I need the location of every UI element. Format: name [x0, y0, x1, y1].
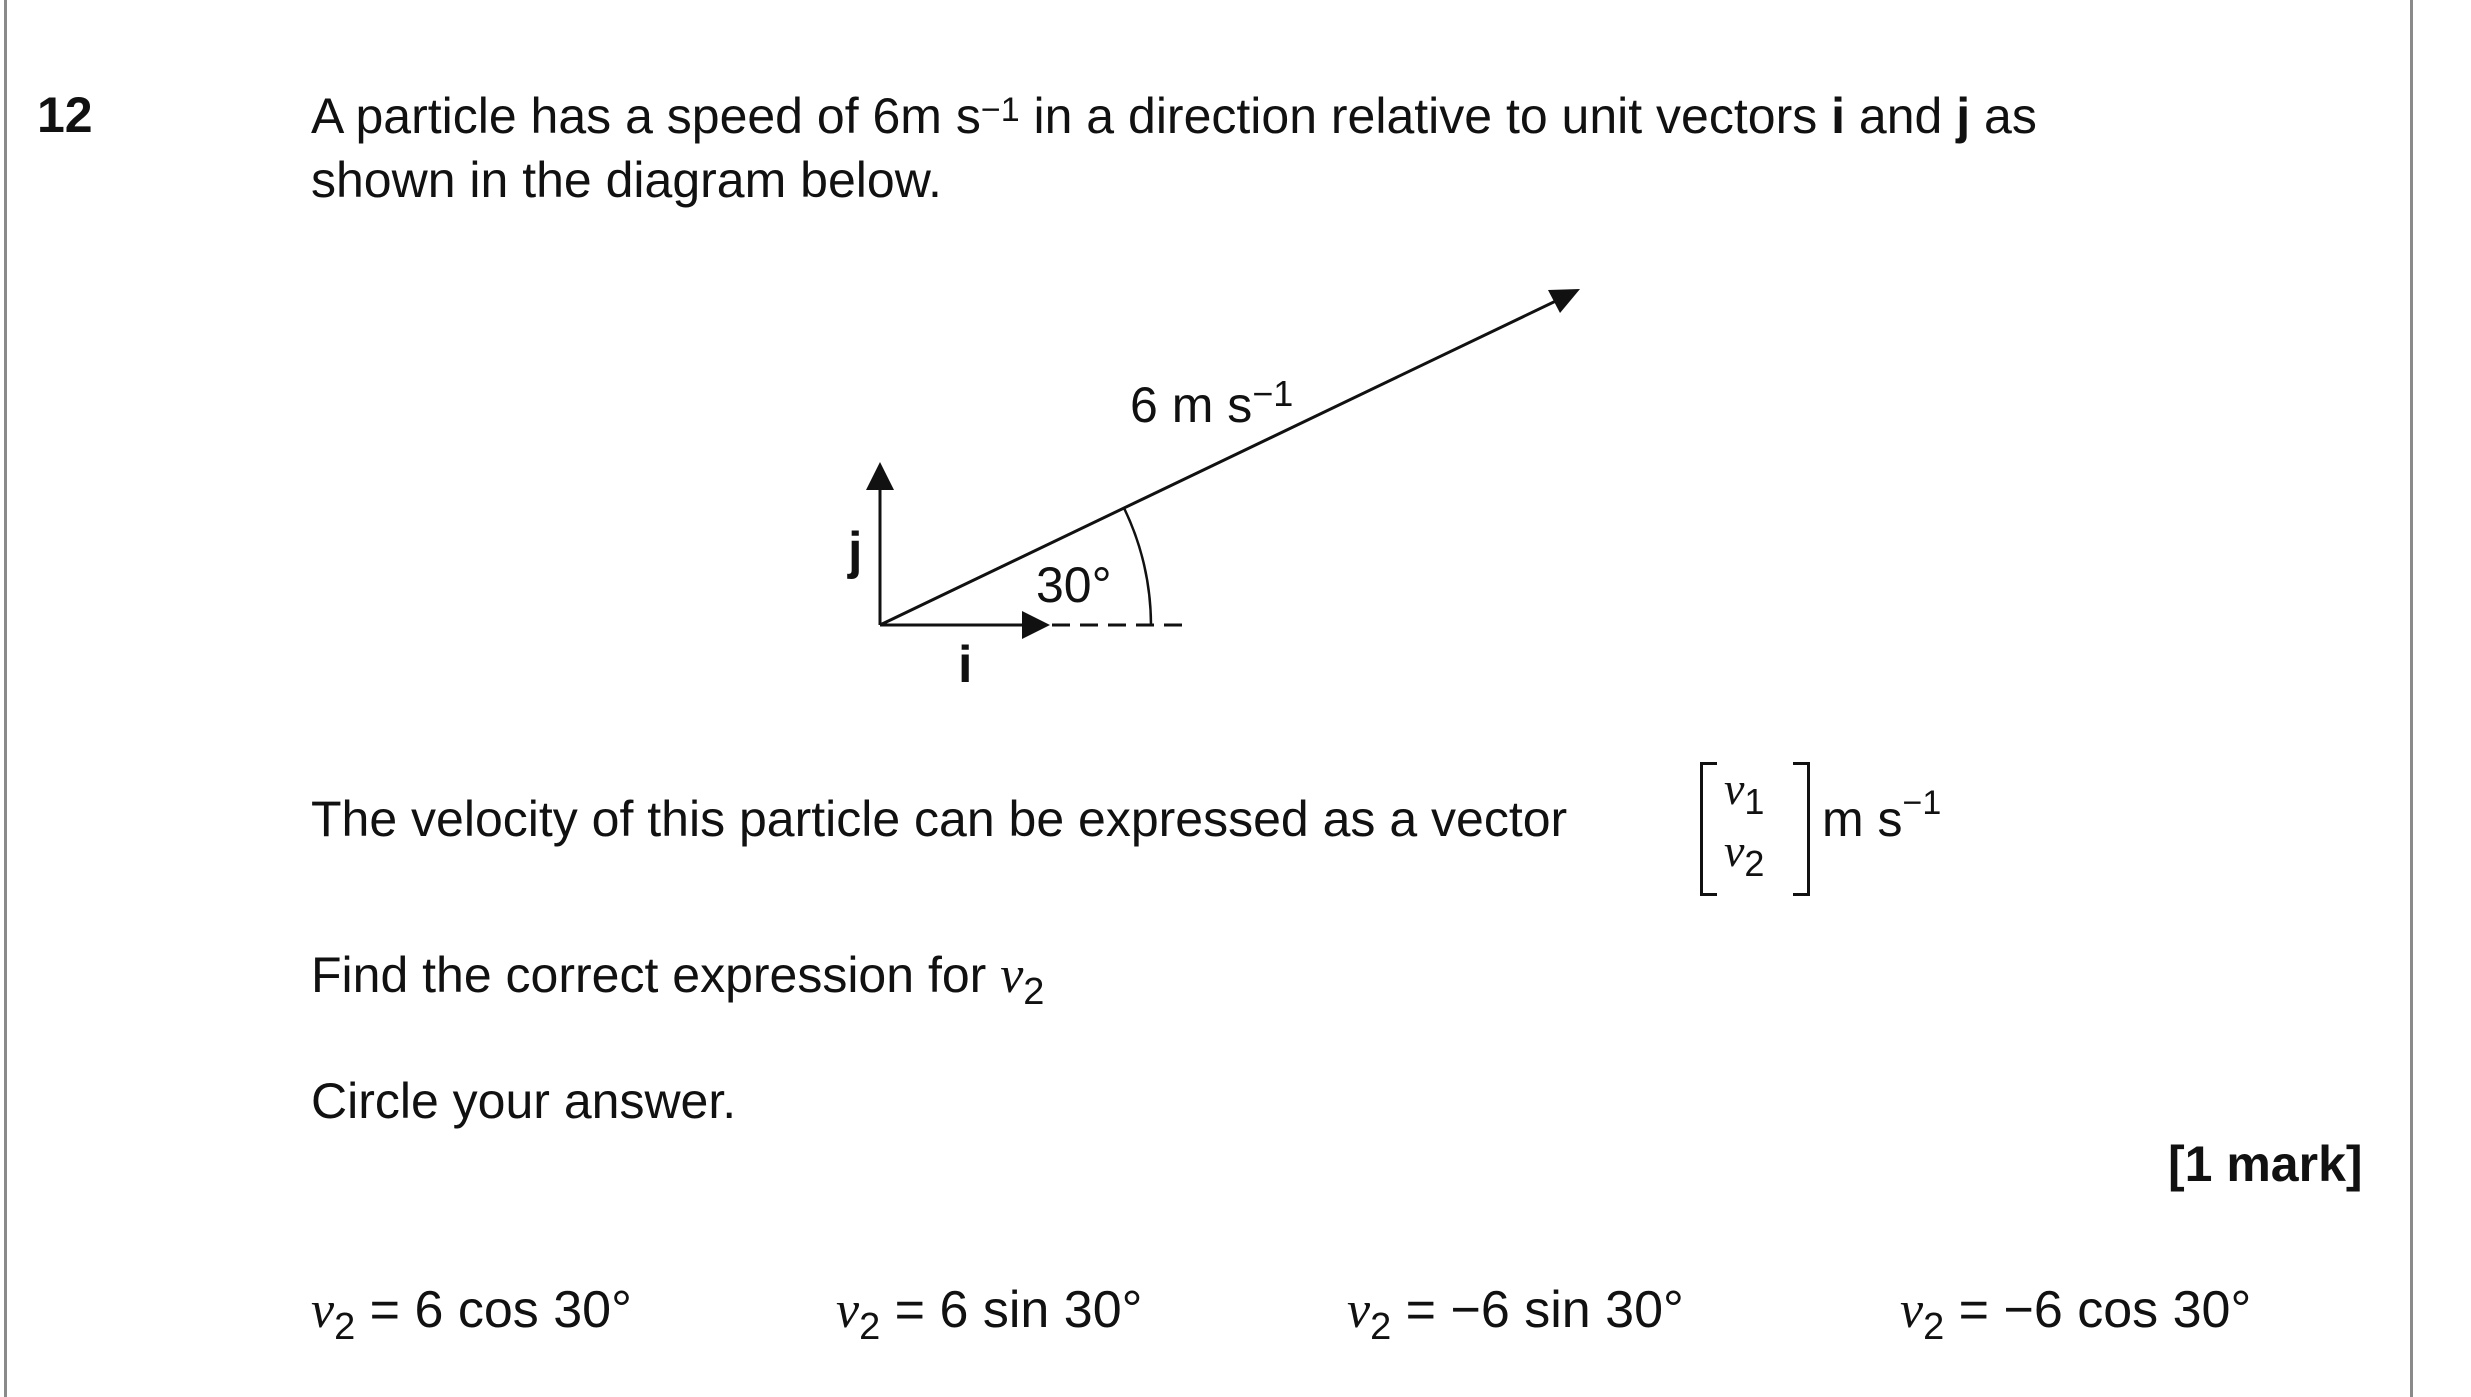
intro-text-b: in a direction relative to unit vectors: [1019, 88, 1832, 144]
intro-text-a: A particle has a speed of 6: [311, 88, 901, 144]
matrix-left-bracket: [1700, 762, 1717, 896]
question-intro-line2: shown in the diagram below.: [311, 152, 942, 208]
matrix-entry-v1: $v_1$: [1724, 763, 1765, 822]
j-axis-label: j: [848, 522, 863, 580]
answer-option-4[interactable]: $v_2 = -6$ cos 30°: [1900, 1281, 2252, 1348]
velocity-vector-line: [880, 299, 1560, 625]
angle-arc: [1124, 508, 1151, 625]
question-number: 12: [37, 87, 93, 143]
j-axis-arrowhead: [866, 462, 894, 490]
velocity-column-vector: [1700, 762, 1810, 892]
intro-vector-i: i: [1831, 88, 1846, 144]
answer-option-3[interactable]: $v_2 = -6$ sin 30°: [1347, 1281, 1684, 1348]
angle-label: 30°: [1036, 557, 1112, 613]
intro-vector-j: j: [1956, 88, 1971, 144]
intro-text-as: as: [1970, 88, 2037, 144]
marks-label: [1 mark]: [2168, 1136, 2363, 1192]
find-variable: v: [1000, 947, 1024, 1004]
circle-instruction: Circle your answer.: [311, 1073, 737, 1129]
matrix-entry-v2: $v_2$: [1724, 825, 1765, 884]
answer-option-1[interactable]: $v_2 = 6$ cos 30°: [311, 1281, 632, 1348]
i-axis-label: i: [958, 636, 973, 694]
velocity-unit-exponent: −1: [1902, 784, 1942, 822]
intro-text-and: and: [1845, 88, 1957, 144]
answer-option-2[interactable]: $v_2 = 6$ sin 30°: [836, 1281, 1143, 1348]
speed-label: 6 m $s^{-1}$: [1130, 373, 1294, 433]
velocity-unit: m $s^{-1}$: [1822, 784, 1942, 847]
intro-unit-exponent: −1: [980, 91, 1020, 129]
intro-unit: m s: [900, 88, 981, 144]
find-instruction: Find the correct expression for $v_2$: [311, 947, 1045, 1013]
matrix-right-bracket: [1793, 762, 1810, 896]
i-axis-arrowhead: [1022, 611, 1050, 639]
speed-label-exponent: −1: [1252, 373, 1294, 414]
find-variable-subscript: 2: [1023, 971, 1045, 1013]
velocity-text: The velocity of this particle can be expressed as a vector: [311, 791, 1568, 847]
